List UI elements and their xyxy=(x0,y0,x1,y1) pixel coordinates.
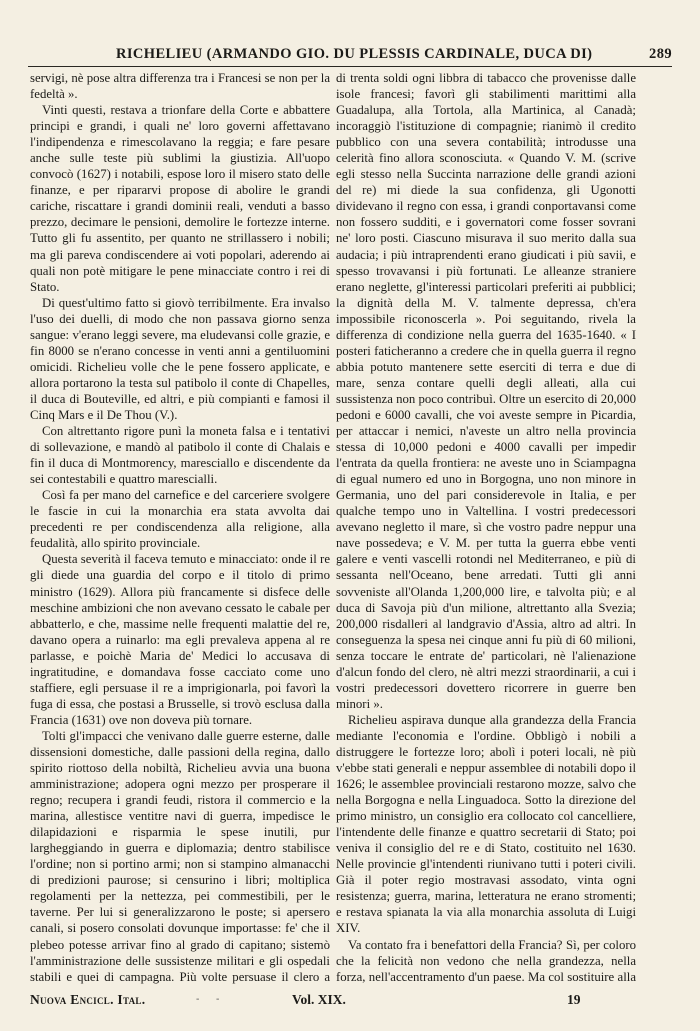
running-header xyxy=(28,46,672,66)
paragraph: Di quest'ultimo fatto si giovò terribilmente. Era invalso l'uso dei duelli, di modo che non passava giorno senza sangue: v'erano leggi severe, ma eludevansi colle grazie, e fin 8000 se n'erano concesse in venti anni a gentiluomini omicidi. Richelieu volle che le pene fossero applicate, e allora portarono la testa sul patibolo il conte di Chapelles, il duca di Bouteville, ed altri, e più compianti e famosi il Cinq Mars e il De Thou (V.). xyxy=(30,295,330,422)
paragraph: Va contato fra i benefattori della Francia? Sì, per coloro che la felicità non vedono che nella grandezza, nella forza, nell'accentramento d'un paese. Ma col sostituire alla xyxy=(336,937,636,984)
footer-volume: Vol. XIX. xyxy=(292,992,346,1007)
paragraph: Tolti gl'impacci che venivano dalle guerre esterne, dalle dissensioni domestiche, dalle passioni della regina, dallo spirito riottoso della nobiltà, Richelieu avvia una buona amministrazione; adopera ogni mezzo per prosperare il regno; recupera i grandi feudi, ristora il commercio e la marina, allestisce ventitre navi di guerra, impedisce le dilapidazioni e risparmia le spese inutili, pur largheggiando in guerra e diplomazia; dentro stabilisce l'ordine; non si portino armi; non si stampino almanacchi di predizioni paurose; si censurino i libri; moltiplica regolamenti per la nettezza, pei commestibili, per le taverne. Per lui si generalizzarono le poste; si apersero canali, si posero consolati dovunque importasse: fe' che il plebeo potesse arrivar fino al grado di capitano; sistemò l'amministrazione delle sussistenze militari e gli ospedali stabili e quei di campagna. Più volte persuase il clero a xyxy=(30,728,330,984)
running-title: RICHELIEU (ARMANDO GIO. DU PLESSIS CARDINALE, DUCA DI) xyxy=(116,46,593,62)
paragraph: servigi, nè pose altra differenza tra i Francesi se non per la fedeltà ». xyxy=(30,71,330,102)
paragraph: Con altrettanto rigore punì la moneta falsa e i tentativi di sollevazione, e mandò al patibolo il conte di Chalais e fin il duca di Montmorency, maresciallo e discendente da sei contestabili e quattro marescialli. xyxy=(30,424,330,487)
paragraph: di trenta soldi ogni libbra di tabacco che provenisse dalle isole francesi; favorì gli stabilimenti marittimi alla Guadalupa, alla Tortola, alla Martinica, al Canadà; incoraggiò l'istituzione di compagnie; rianimò il credito pubblico con una severa contabilità; introdusse una celerità fino allora sconosciuta. « Quando V. M. (scrive egli stesso nella Succinta narrazione delle grandi azioni del re) mi diede la sua confidenza, gli Ugonotti dividevano il regno con essa, i grandi conportavansi come non fossero sudditi, e i governatori come fosser sovrani ne' loro posti. Ciascuno misurava il suo merito dalla sua audacia; i più intraprendenti erano giudicati i più savii, e spesso trovavansi i più fortunati. Le alleanze straniere erano neglette, gl'interessi particolari preferiti ai pubblici; la dignità della M. V. talmente depressa, ch'era impossibile riconoscerla ». Poi seguitando, rivela la differenza di condizione nella guerra del 1635-1640. « I posteri faticheranno a credere che in quella guerra il regno abbia potuto mantenere sette eserciti di terra e due di mare, senza contare quelli degli alleati, alla cui sussistenza non poco contribuì. Oltre un esercito di 20,000 pedoni e 6000 cavalli, che voi aveste sempre in Picardia, per attaccar i nemici, n'aveste un altro nella provincia stessa di 10,000 pedoni e 4000 cavalli per impedir l'entrata da quella frontiera: ne aveste uno in Sciampagna di egual numero ed uno in Borgogna, uno non minore in Germania, uno del pari considerevole in Italia, e per qualche tempo uno in Valtellina. I vostri predecessori avevano negletto il mare, sì che vostro padre neppur una nave possedeva; e V. M. per tutta la guerra ebbe venti galere e venti vascelli rotondi nel Mediterraneo, e più di sessanta nell'Oceano, bene arredati. Tutti gli anni sovveniste all'Olanda 1,200,000 lire, e talvolta più; e al duca di Savoja più d'un milione, altrettanto alla Svezia; 200,000 risdalleri al landgravio d'Assia, altro ad altri. In conseguenza la spesa nei cinque anni fu più di 60 milioni, senza toccare le entrate de' particolari, nè l'alienazione d'alcun fondo del clero, nè altri mezzi straordinarii, a cui i vostri predecessori dovettero ricorrere in guerre ben minori ». xyxy=(336,71,636,711)
page-footer xyxy=(28,992,672,1012)
header-rule xyxy=(28,66,672,67)
footer-signature: 19 xyxy=(567,992,581,1007)
paragraph: Questa severità il faceva temuto e minacciato: onde il re gli diede una guardia del corpo e il titolo di primo ministro (1629). Allora più francamente si disfece delle meschine ambizioni che non avevano cessato le cabale per abbatterlo, e che, massime nelle frequenti malattie del re, davano opera a ruinarlo: ma egli prevaleva appena al re parlasse, e poichè Maria de' Medici lo accusava di ingratitudine, e domandava fosse cacciato come uno staffiere, egli persuase il re a imprigionarla, poi favorì la fuga di essa, che postasi a Brusselle, si trovò esclusa dalla Francia (1631) ove non doveva più tornare. xyxy=(30,552,330,727)
right-column xyxy=(336,70,636,985)
print-mark: - xyxy=(216,994,220,1005)
footer-publication: Nuova Encicl. Ital. xyxy=(30,992,146,1007)
page-number: 289 xyxy=(649,46,672,62)
print-mark: - xyxy=(196,994,200,1005)
paragraph: Vinti questi, restava a trionfare della Corte e abbattere principi e grandi, i quali ne' loro governi affettavano l'indipendenza e rimescolavano la reggia; e fare pesare anche sulle teste più sublimi la giustizia. All'uopo convocò (1627) i notabili, espose loro il misero stato delle finanze, e per ripararvi propose di abolire le grandi cariche, riscattare i grandi dominii reali, venduti a basso prezzo, decimare le pensioni, demolire le fortezze interne. Tutto gli fu assentito, per quanto ne strillassero i nobili; ma gli pareva condiscendere ai voti popolari, aderendo ai quali non potè mitigare le pene minacciate contro i rei di Stato. xyxy=(30,103,330,294)
paragraph: Richelieu aspirava dunque alla grandezza della Francia mediante l'economia e l'ordine. Obbligò i nobili a distruggere le fortezze loro; abolì i poteri locali, nè più v'ebbe stati generali e neppur assemblee di notabili dopo il 1626; le assemblee provinciali restarono mozze, salvo che nella Borgogna e nella Linguadoca. Sotto la direzione del primo ministro, un consiglio era collocato col cancelliere, l'intendente delle finanze e quattro secretarii di Stato; poi veniva il consiglio del re e di Stato, costituito nel 1630. Nelle provincie gl'intendenti riunivano tutti i poteri civili. Già il poter regio mostravasi assodato, vinta ogni resistenza; guerra, marina, letteratura ne erano stromenti; e restava spianata la via alla monarchia assoluta di Luigi XIV. xyxy=(336,712,636,936)
paragraph: Così fa per mano del carnefice e del carceriere svolgere le fascie in cui la monarchia era stata avvolta dai precedenti re per condiscendenza alla religione, alla feudalità, allo spirito provinciale. xyxy=(30,488,330,551)
left-column xyxy=(30,70,330,985)
